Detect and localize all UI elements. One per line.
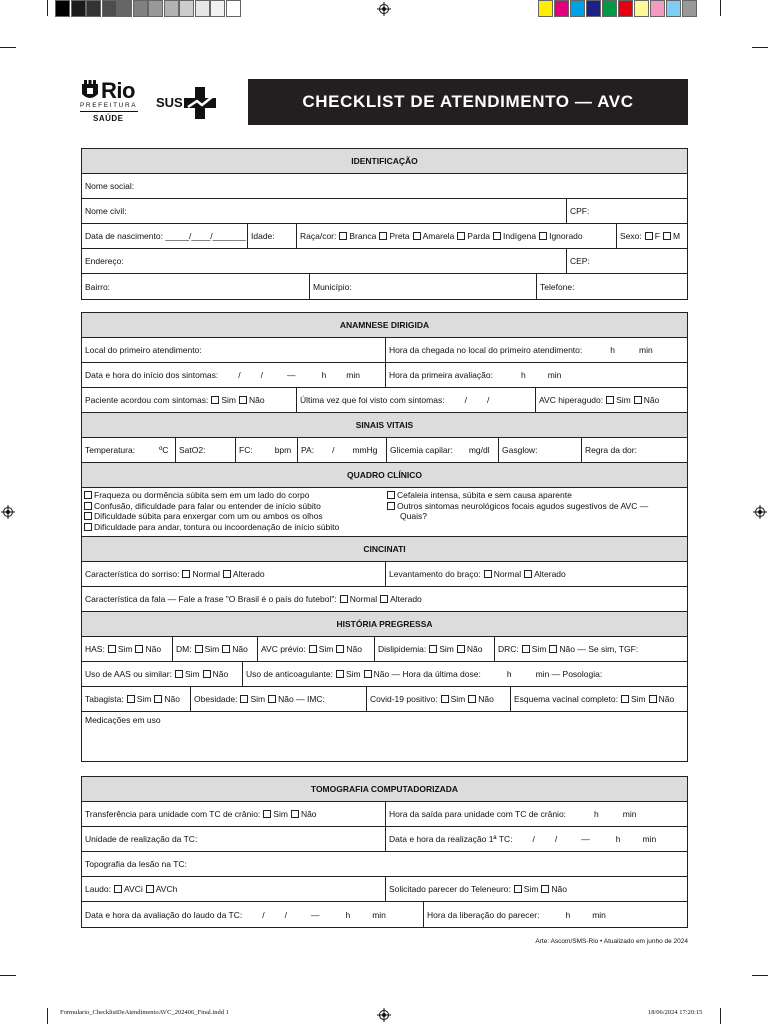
gray-swatch <box>164 0 179 17</box>
topografia-field[interactable]: Topografia da lesão na TC: <box>85 859 187 869</box>
crop-mark <box>752 47 768 48</box>
checkbox-vacinal-nao[interactable] <box>649 695 657 703</box>
footer-file: Formulario_ChecklistDeAtendimentoAVC_202406_Final.indd 1 <box>60 1009 229 1016</box>
checkbox-avch[interactable] <box>146 885 154 893</box>
checkbox-braco-alterado[interactable] <box>524 570 532 578</box>
paciente-acordou-field: Paciente acordou com sintomas: Sim Não <box>85 395 265 405</box>
registration-mark-icon <box>753 505 767 519</box>
aas-field: Uso de AAS ou similar: Sim Não <box>85 669 229 679</box>
checkbox-obesidade-sim[interactable] <box>240 695 248 703</box>
quadro-clinico-right <box>387 490 648 522</box>
section-identificacao <box>81 148 688 300</box>
nome-civil-field[interactable]: Nome civil: <box>85 206 127 216</box>
checkbox-enxergar[interactable] <box>84 512 92 520</box>
checkbox-acordou-sim[interactable] <box>211 396 219 404</box>
checkbox-covid-nao[interactable] <box>468 695 476 703</box>
color-swatch <box>634 0 649 17</box>
fala-field: Característica da fala — Fale a frase "O Brasil é o país do futebol": Normal Alterado <box>85 594 422 604</box>
checkbox-preta[interactable] <box>379 232 387 240</box>
checkbox-sexo-m[interactable] <box>663 232 671 240</box>
bairro-field[interactable]: Bairro: <box>85 281 111 292</box>
checkbox-obesidade-nao[interactable] <box>268 695 276 703</box>
hora-liberacao-field[interactable]: Hora da liberação do parecer: h min <box>423 902 687 927</box>
idade-field[interactable]: Idade: <box>247 224 296 248</box>
hora-chegada-field[interactable]: Hora da chegada no local do primeiro atendimento: h min <box>385 338 687 362</box>
color-swatch <box>586 0 601 17</box>
vacinal-field: Esquema vacinal completo: Sim Não <box>510 687 687 711</box>
section-title-quadro-clinico: QUADRO CLÍNICO <box>82 463 687 488</box>
registration-mark-icon <box>377 2 391 16</box>
ultima-vez-field[interactable]: Última vez que foi visto com sintomas: / / <box>296 388 535 412</box>
gray-swatch <box>55 0 70 17</box>
checkbox-dm-nao[interactable] <box>222 645 230 653</box>
has-field: HAS: Sim Não <box>85 644 162 654</box>
checkbox-anticoagulante-sim[interactable] <box>336 670 344 678</box>
avc-hiperagudo-field: AVC hiperagudo: Sim Não <box>535 388 687 412</box>
checkbox-teleneuro-nao[interactable] <box>541 885 549 893</box>
color-swatch <box>554 0 569 17</box>
footer-credit: Arte: Ascom/SMS-Rio • Atualizado em junho de 2024 <box>535 938 688 945</box>
medicacoes-field[interactable] <box>82 712 687 761</box>
checkbox-braco-normal[interactable] <box>484 570 492 578</box>
section-title-cincinati: CINCINATI <box>82 537 687 562</box>
checkbox-vacinal-sim[interactable] <box>621 695 629 703</box>
gray-swatch <box>102 0 117 17</box>
dm-field: DM: Sim Não <box>172 637 257 661</box>
checkbox-hiperagudo-sim[interactable] <box>606 396 614 404</box>
checkbox-has-nao[interactable] <box>135 645 143 653</box>
section-title-sinais-vitais: SINAIS VITAIS <box>82 413 687 438</box>
footer-date: 18/06/2024 17:20:15 <box>648 1009 703 1016</box>
logo-saude-text: SAÚDE <box>93 114 124 123</box>
color-swatch <box>538 0 553 17</box>
local-primeiro-atendimento-field[interactable]: Local do primeiro atendimento: <box>85 345 202 355</box>
gray-swatch <box>210 0 225 17</box>
checkbox-tabagista-sim[interactable] <box>127 695 135 703</box>
unidade-tc-field[interactable]: Unidade de realização da TC: <box>85 834 198 844</box>
checkbox-hiperagudo-nao[interactable] <box>634 396 642 404</box>
cpf-field[interactable]: CPF: <box>566 199 687 223</box>
checkbox-transferencia-sim[interactable] <box>263 810 271 818</box>
checkbox-andar[interactable] <box>84 523 92 531</box>
sato2-field[interactable]: SatO2: <box>175 438 235 462</box>
pa-field[interactable]: PA: / mmHg <box>297 438 386 462</box>
title-banner <box>248 79 688 125</box>
checkbox-cefaleia[interactable] <box>387 491 395 499</box>
color-swatch <box>666 0 681 17</box>
page-title: CHECKLIST DE ATENDIMENTO — AVC <box>302 92 634 111</box>
drc-field: DRC: Sim Não — Se sim, TGF: <box>494 637 687 661</box>
raca-cor-field: Raça/cor: Branca Preta Amarela Parda Indígena Ignorado <box>296 224 616 248</box>
hora-primeira-avaliacao-field[interactable]: Hora da primeira avaliação: h min <box>385 363 687 387</box>
registration-mark-icon <box>377 1008 391 1022</box>
checkbox-outros-sintomas[interactable] <box>387 502 395 510</box>
checkbox-drc-sim[interactable] <box>522 645 530 653</box>
crop-mark <box>47 0 48 16</box>
logo-sus-text: SUS <box>156 95 183 110</box>
checkbox-fala-normal[interactable] <box>340 595 348 603</box>
checkbox-avci[interactable] <box>114 885 122 893</box>
medicacoes-label: Medicações em uso <box>85 715 161 725</box>
gray-swatch <box>226 0 241 17</box>
registration-mark-icon <box>1 505 15 519</box>
gray-swatch <box>148 0 163 17</box>
sus-logo <box>156 87 218 121</box>
color-swatch <box>650 0 665 17</box>
crop-mark <box>720 0 721 16</box>
rio-crest-icon <box>80 80 100 102</box>
data-nascimento-field[interactable]: Data de nascimento: _____/____/_______ <box>85 231 246 241</box>
checkbox-sorriso-normal[interactable] <box>182 570 190 578</box>
obesidade-field[interactable]: Obesidade: Sim Não — IMC: <box>190 687 366 711</box>
checkbox-aas-nao[interactable] <box>203 670 211 678</box>
hora-saida-field[interactable]: Hora da saída para unidade com TC de crânio: h min <box>385 802 687 826</box>
covid-field: Covid-19 positivo: Sim Não <box>366 687 510 711</box>
checkbox-sexo-f[interactable] <box>645 232 653 240</box>
list-item: Dificuldade súbita para enxergar com um ou ambos os olhos <box>84 511 339 522</box>
gray-swatch <box>179 0 194 17</box>
braco-field: Levantamento do braço: Normal Alterado <box>385 562 687 586</box>
section-anamnese <box>81 312 688 762</box>
checkbox-has-sim[interactable] <box>108 645 116 653</box>
checkbox-parda[interactable] <box>457 232 465 240</box>
checkbox-sorriso-alterado[interactable] <box>223 570 231 578</box>
crop-mark <box>720 1008 721 1024</box>
checkbox-covid-sim[interactable] <box>441 695 449 703</box>
checkbox-dislipidemia-nao[interactable] <box>457 645 465 653</box>
gray-swatch <box>117 0 132 17</box>
logo-rio-text: Rio <box>101 78 135 103</box>
section-title: TOMOGRAFIA COMPUTADORIZADA <box>82 777 687 802</box>
checkbox-branca[interactable] <box>339 232 347 240</box>
laudo-field: Laudo: AVCi AVCh <box>85 884 178 894</box>
checkbox-indigena[interactable] <box>493 232 501 240</box>
gray-swatch <box>86 0 101 17</box>
rio-prefeitura-logo <box>80 80 140 126</box>
crop-mark <box>0 47 16 48</box>
crop-mark <box>0 975 16 976</box>
checkbox-tabagista-nao[interactable] <box>154 695 162 703</box>
list-item: Outros sintomas neurológicos focais agudos sugestivos de AVC — <box>387 501 648 512</box>
endereco-field[interactable]: Endereço: <box>85 256 124 266</box>
logo-divider <box>80 111 138 112</box>
tabagista-field: Tabagista: Sim Não <box>85 694 180 704</box>
municipio-field[interactable]: Município: <box>309 274 536 299</box>
gray-swatch <box>133 0 148 17</box>
dislipidemia-field: Dislipidemia: Sim Não <box>374 637 494 661</box>
gray-swatch <box>195 0 210 17</box>
color-swatch <box>602 0 617 17</box>
color-swatch <box>618 0 633 17</box>
list-item: Confusão, dificuldade para falar ou entender de início súbito <box>84 501 339 512</box>
fc-field[interactable]: FC: bpm <box>235 438 297 462</box>
checkbox-confusao[interactable] <box>84 502 92 510</box>
sus-cross-icon <box>184 87 216 119</box>
list-item: Dificuldade para andar, tontura ou incoordenação de início súbito <box>84 522 339 533</box>
gray-swatch <box>71 0 86 17</box>
checkbox-transferencia-nao[interactable] <box>291 810 299 818</box>
gasglow-field[interactable]: Gasglow: <box>498 438 581 462</box>
color-swatch <box>570 0 585 17</box>
checkbox-ignorado[interactable] <box>539 232 547 240</box>
checkbox-teleneuro-sim[interactable] <box>514 885 522 893</box>
data-hora-inicio-field[interactable]: Data e hora do início dos sintomas: / / — h min <box>85 370 360 380</box>
section-tomografia <box>81 776 688 928</box>
list-item: Cefaleia intensa, súbita e sem causa aparente <box>387 490 648 501</box>
data-hora-tc-field[interactable]: Data e hora da realização 1ª TC: / / — h min <box>385 827 687 851</box>
checkbox-anticoagulante-nao[interactable] <box>364 670 372 678</box>
transferencia-field: Transferência para unidade com TC de crânio: Sim Não <box>85 809 317 819</box>
section-title: ANAMNESE DIRIGIDA <box>82 313 687 338</box>
checkbox-fala-alterado[interactable] <box>380 595 388 603</box>
crop-mark <box>47 1008 48 1024</box>
parecer-teleneuro-field: Solicitado parecer do Teleneuro: Sim Não <box>385 877 687 901</box>
nome-social-field[interactable]: Nome social: <box>85 181 135 191</box>
telefone-field[interactable]: Telefone: <box>536 274 687 299</box>
crop-mark <box>752 975 768 976</box>
list-item: Fraqueza ou dormência súbita sem em um lado do corpo <box>84 490 339 501</box>
anticoagulante-field[interactable]: Uso de anticoagulante: Sim Não — Hora da última dose: h min — Posologia: <box>242 662 687 686</box>
section-title: IDENTIFICAÇÃO <box>82 149 687 174</box>
outros-quais-field[interactable]: Quais? <box>400 511 427 521</box>
sorriso-field: Característica do sorriso: Normal Alterado <box>85 569 265 579</box>
quadro-clinico-left <box>84 490 339 532</box>
temperatura-field[interactable]: Temperatura: ºC <box>85 445 169 455</box>
section-title-historia: HISTÓRIA PREGRESSA <box>82 612 687 637</box>
checkbox-avc-previo-nao[interactable] <box>336 645 344 653</box>
checkbox-acordou-nao[interactable] <box>239 396 247 404</box>
checkbox-avc-previo-sim[interactable] <box>309 645 317 653</box>
data-hora-laudo-field[interactable]: Data e hora da avaliação do laudo da TC: / / — h min <box>85 909 386 920</box>
checkbox-dm-sim[interactable] <box>195 645 203 653</box>
checkbox-drc-nao[interactable] <box>549 645 557 653</box>
glicemia-field[interactable]: Glicemia capilar: mg/dl <box>386 438 498 462</box>
cep-field[interactable]: CEP: <box>566 249 687 273</box>
checkbox-amarela[interactable] <box>413 232 421 240</box>
avc-previo-field: AVC prévio: Sim Não <box>257 637 374 661</box>
regra-dor-field[interactable]: Regra da dor: <box>581 438 687 462</box>
color-swatch <box>682 0 697 17</box>
sexo-field: Sexo: F M <box>616 224 687 248</box>
logo-prefeitura-text: PREFEITURA <box>80 102 138 109</box>
checkbox-dislipidemia-sim[interactable] <box>429 645 437 653</box>
checkbox-aas-sim[interactable] <box>175 670 183 678</box>
checkbox-fraqueza[interactable] <box>84 491 92 499</box>
